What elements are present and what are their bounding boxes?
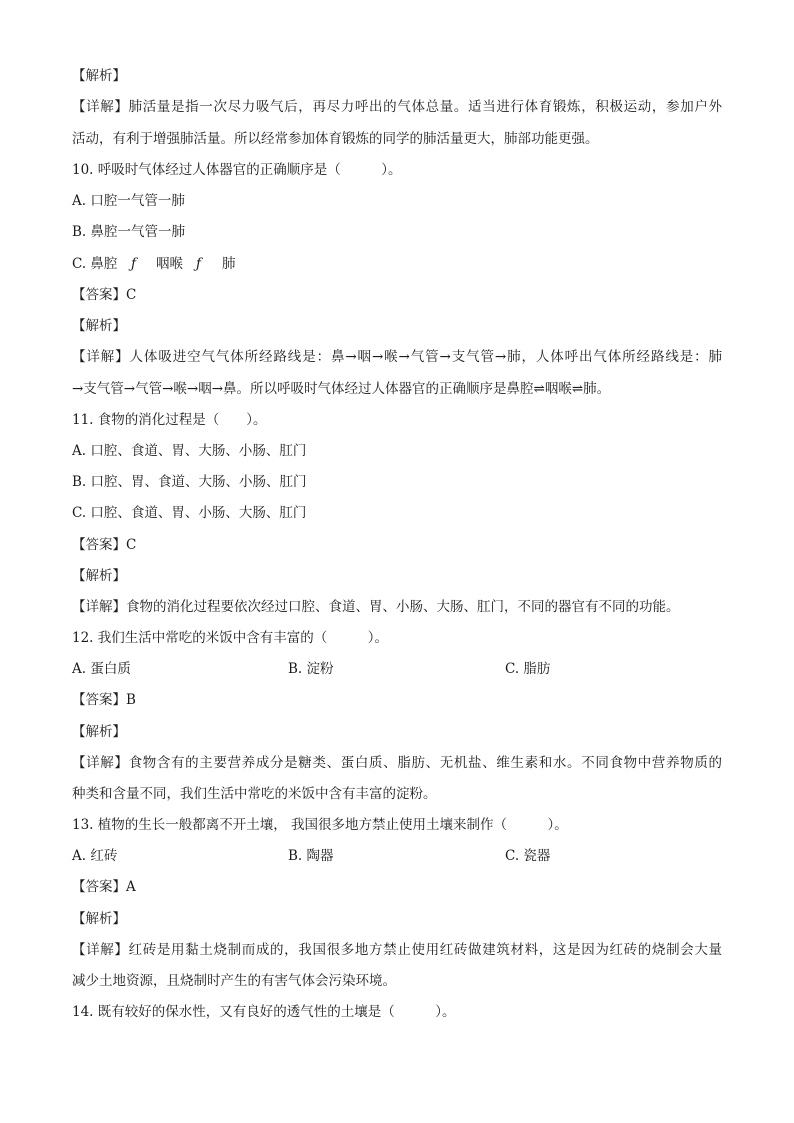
- option-a: A. 口腔、食道、胃、大肠、小肠、肛门: [72, 443, 307, 459]
- explanation-text: 【详解】肺活量是指一次尽力吸气后，再尽力呼出的气体总量。适当进行体育锻炼，积极运动，参加户外: [72, 99, 722, 115]
- answer-label: 【答案】A: [72, 879, 136, 895]
- analysis-label: 【解析】: [72, 318, 126, 334]
- arrow-symbol: ƒ: [196, 256, 201, 272]
- option-c: C. 口腔、食道、胃、小肠、大肠、肛门: [72, 505, 307, 521]
- question-13: 13. 植物的生长一般都离不开土壤， 我国很多地方禁止使用土壤来制作（ ）。: [72, 817, 568, 833]
- explanation-text: 活动，有利于增强肺活量。所以经常参加体育锻炼的同学的肺活量更大，肺部功能更强。: [72, 131, 599, 147]
- options-row: [72, 846, 722, 866]
- answer-label: 【答案】C: [72, 287, 137, 303]
- option-b: B. 淀粉: [288, 661, 334, 677]
- option-a: A. 蛋白质: [72, 661, 131, 677]
- answer-label: 【答案】B: [72, 692, 136, 708]
- explanation-text: 种类和含量不同，我们生活中常吃的米饭中含有丰富的淀粉。: [72, 786, 437, 802]
- option-c-part: 肺: [222, 256, 236, 272]
- analysis-label: 【解析】: [72, 568, 126, 584]
- question-14: 14. 既有较好的保水性，又有良好的透气性的土壤是（ ）。: [72, 1004, 456, 1020]
- option-a: A. 红砖: [72, 848, 118, 864]
- explanation-text: 【详解】食物含有的主要营养成分是糖类、蛋白质、脂肪、无机盐、维生素和水。不同食物中营养物质的: [72, 755, 722, 771]
- analysis-label: 【解析】: [72, 724, 126, 740]
- option-b: B. 鼻腔一气管一肺: [72, 224, 186, 240]
- option-c: C. 脂肪: [505, 661, 551, 677]
- explanation-text: 【详解】食物的消化过程要依次经过口腔、食道、胃、小肠、大肠、肛门，不同的器官有不同的功能。: [72, 599, 680, 615]
- explanation-text: 减少土地资源，且烧制时产生的有害气体会污染环境。: [72, 973, 396, 989]
- option-b: B. 陶器: [288, 848, 334, 864]
- analysis-label: 【解析】: [72, 911, 126, 927]
- option-c-part: 咽喉: [156, 256, 183, 272]
- option-c: C. 瓷器: [505, 848, 551, 864]
- explanation-text: →支气管→气管→喉→咽→鼻。所以呼吸时气体经过人体器官的正确顺序是鼻腔⇌咽喉⇌肺。: [72, 381, 611, 397]
- option-b: B. 口腔、胃、食道、大肠、小肠、肛门: [72, 474, 307, 490]
- explanation-text: 【详解】人体吸进空气气体所经路线是：鼻→咽→喉→气管→支气管→肺，人体呼出气体所经路线是：肺: [72, 349, 722, 365]
- question-10: 10. 呼吸时气体经过人体器官的正确顺序是（ ）。: [72, 162, 402, 178]
- options-row: [72, 659, 722, 679]
- question-12: 12. 我们生活中常吃的米饭中含有丰富的（ ）。: [72, 630, 389, 646]
- analysis-label: 【解析】: [72, 68, 126, 84]
- answer-label: 【答案】C: [72, 537, 137, 553]
- option-c-part: C. 鼻腔: [72, 256, 118, 272]
- option-a: A. 口腔一气管一肺: [72, 193, 185, 209]
- explanation-text: 【详解】红砖是用黏土烧制而成的，我国很多地方禁止使用红砖做建筑材料，这是因为红砖的烧制会大量: [72, 942, 722, 958]
- arrow-symbol: ƒ: [131, 256, 136, 272]
- option-c: [72, 254, 722, 274]
- question-11: 11. 食物的消化过程是（ ）。: [72, 412, 267, 428]
